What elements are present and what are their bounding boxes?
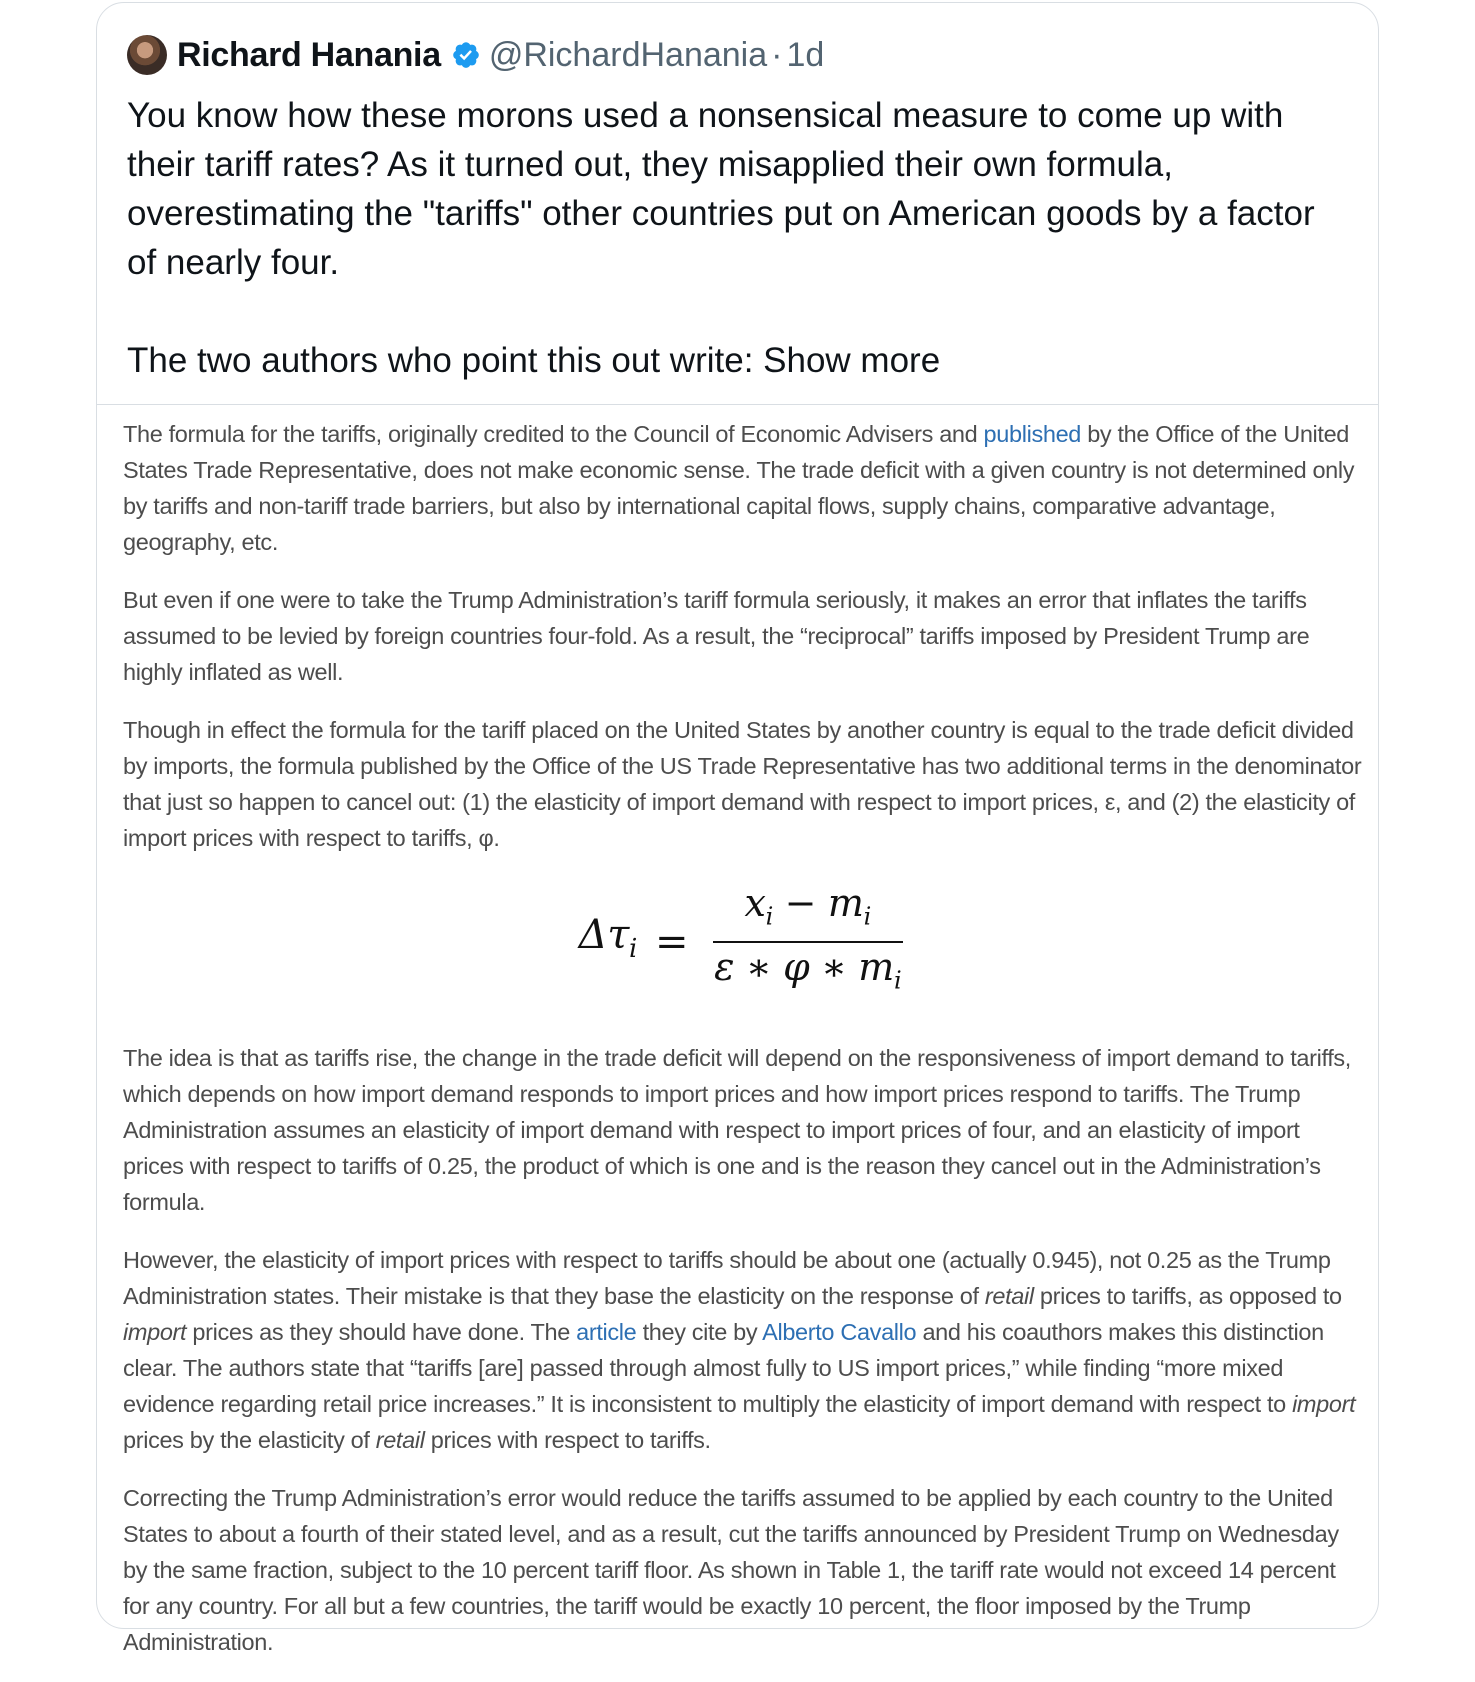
formula-fraction-bar: [713, 941, 903, 943]
formula-lhs-symbol: Δτ: [578, 912, 629, 958]
divider: [97, 404, 1378, 405]
timestamp[interactable]: 1d: [786, 35, 825, 74]
article-text: The formula for the tariffs, originally credited to the Council of Economic Advisers and: [123, 421, 984, 447]
tweet-paragraph-text: The two authors who point this out write:: [127, 341, 764, 380]
article-paragraph: Though in effect the formula for the tariff placed on the United States by another country is equal to the trade deficit divided by imports, the formula published by the Office of the US Trade Representative has two additional terms in the denominator that just so happen to cancel out: (1) the elasticity of import demand with respect to import prices, ε, and (2) the elasticity of import prices with respect to tariffs, φ.: [123, 717, 1362, 851]
formula-lhs-subscript: i: [629, 934, 637, 964]
tweet-card[interactable]: [96, 2, 1379, 1655]
published-link[interactable]: published: [983, 421, 1082, 447]
formula-m: m: [827, 881, 864, 926]
article-paragraph: Correcting the Trump Administration’s error would reduce the tariffs assumed to be applied by each country to the United States to about a fourth of their stated level, and as a result, cut the tariffs announced by President Trump on Wednesday by the same fraction, subject to the 10 percent tariff floor. As shown in Table 1, the tariff rate would not exceed 14 percent for any country. For all but a few countries, the tariff would be exactly 10 percent, the floor imposed by the Trump Administration.: [123, 1485, 1339, 1655]
article-text: prices with respect to tariffs.: [424, 1427, 711, 1453]
article-text: and his coauthors makes this distinction clear. The authors state that “tariffs [are] passed through almost fully to US import prices,” while finding “more mixed evidence regarding retail price increases.” It is inconsistent to multiply the elasticity of import demand with respect to: [123, 1319, 1324, 1417]
formula-minus: −: [772, 881, 828, 926]
article-text: prices as they should have done. The: [186, 1319, 577, 1345]
article-emphasis: retail: [375, 1427, 425, 1453]
tweet-header: [127, 33, 824, 77]
formula-numerator: [739, 881, 877, 935]
author-name[interactable]: Richard Hanania: [177, 35, 441, 74]
article-emphasis: retail: [984, 1283, 1034, 1309]
tweet-paragraph: [127, 336, 1347, 385]
formula-equals: =: [654, 919, 689, 965]
tweet-text: [127, 91, 1347, 385]
formula-m-subscript: i: [863, 903, 871, 931]
article-text: by the Office of the United States Trade Representative, does not make economic sense. The trade deficit with a given country is not determined only by tariffs and non-tariff trade barriers, but also by international capital flows, supply chains, comparative advantage, geography, etc.: [123, 421, 1355, 555]
article-text: prices to tariffs, as opposed to: [1033, 1283, 1342, 1309]
formula-denominator: [708, 945, 907, 999]
tweet-paragraph: You know how these morons used a nonsensical measure to come up with their tariff rates? As it turned out, they misapplied their own formula, overestimating the "tariffs" other countries put on American goods by a factor of nearly four.: [127, 96, 1315, 282]
article-text: However, the elasticity of import prices with respect to tariffs should be about one (actually 0.945), not 0.25 as the Trump Administration states. Their mistake is that they base the elasticity on the response of: [123, 1247, 1331, 1309]
formula-fraction: [708, 881, 907, 998]
article-paragraph: [123, 416, 1363, 560]
article-emphasis: import: [123, 1319, 187, 1345]
formula-denominator-subscript: i: [894, 966, 902, 995]
article-emphasis: import: [1292, 1391, 1356, 1417]
show-more-link[interactable]: Show more: [763, 341, 941, 380]
separator: ·: [771, 35, 783, 74]
alberto-cavallo-link[interactable]: Alberto Cavallo: [762, 1319, 917, 1345]
attached-article-image[interactable]: [123, 416, 1363, 1682]
article-text: they cite by: [636, 1319, 763, 1345]
article-paragraph: But even if one were to take the Trump Administration’s tariff formula seriously, it makes an error that inflates the tariffs assumed to be levied by foreign countries four-fold. As a result, the “reciprocal” tariffs imposed by President Trump are highly inflated as well.: [123, 587, 1310, 685]
article-paragraph: The idea is that as tariffs rise, the change in the trade deficit will depend on the responsiveness of import demand to tariffs, which depends on how import demand responds to import prices and how import prices respond to tariffs. The Trump Administration assumes an elasticity of import demand with respect to import prices of four, and an elasticity of import prices with respect to tariffs of 0.25, the product of which is one and is the reason they cancel out in the Administration’s formula.: [123, 1045, 1351, 1215]
formula-x-subscript: i: [765, 903, 773, 931]
article-paragraph: [123, 1242, 1363, 1458]
formula-denominator-text: ε ∗ φ ∗ m: [714, 945, 894, 989]
tariff-formula: [123, 878, 1363, 1006]
author-handle[interactable]: @RichardHanania: [488, 35, 768, 74]
formula-x: x: [744, 881, 766, 926]
article-link[interactable]: article: [576, 1319, 637, 1345]
verified-badge-icon: [451, 40, 481, 70]
article-text: prices by the elasticity of: [123, 1427, 376, 1453]
formula-lhs: [578, 912, 637, 967]
avatar[interactable]: [127, 35, 167, 75]
